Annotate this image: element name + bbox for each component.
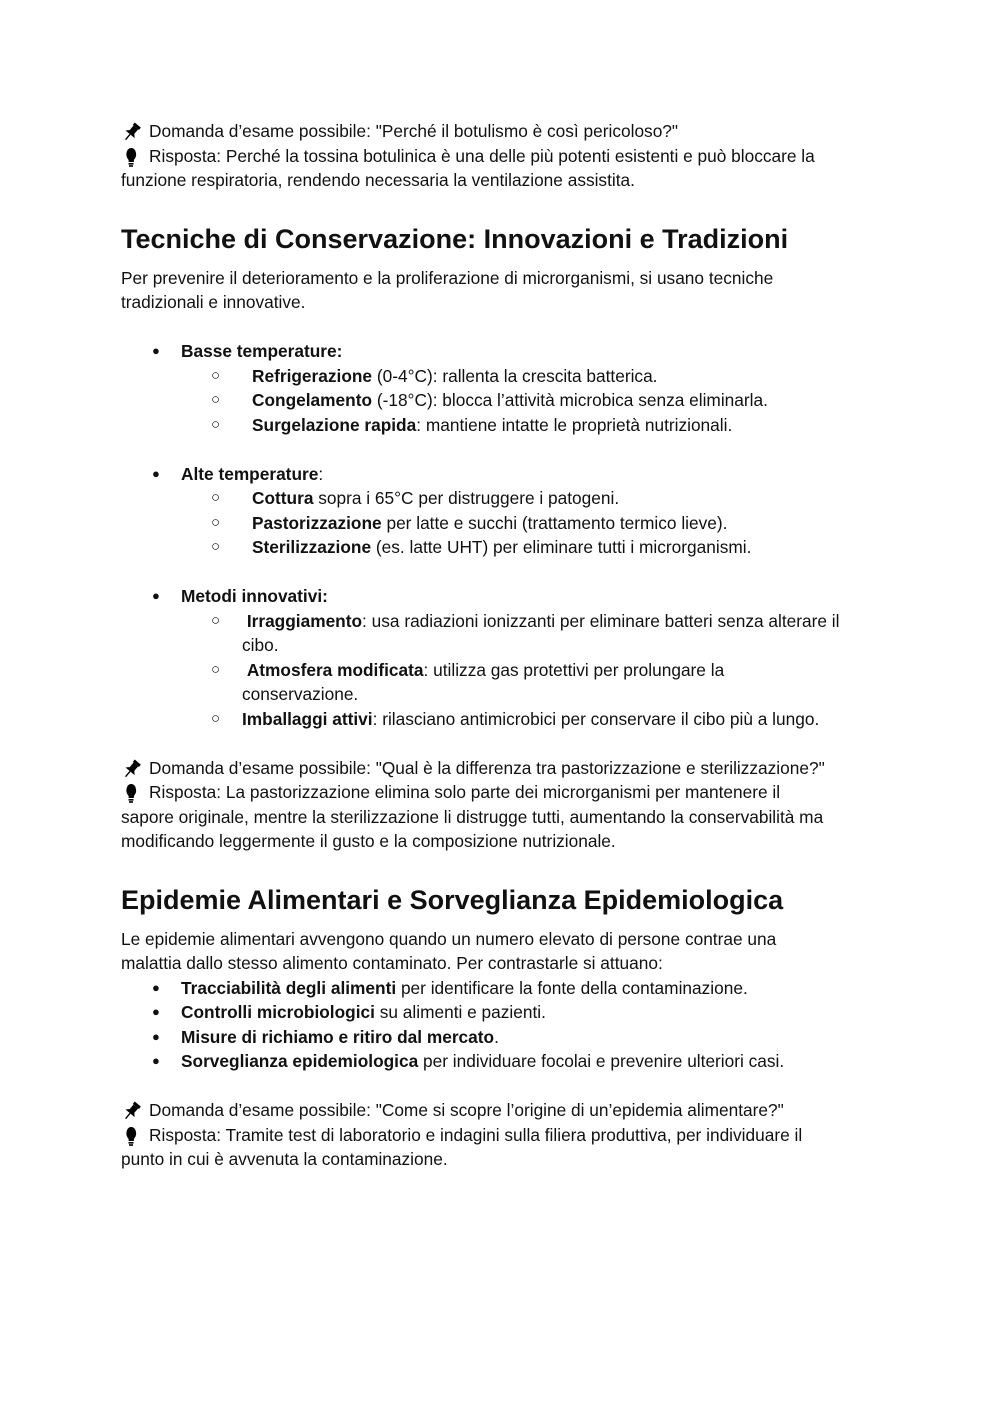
- pushpin-icon: [121, 122, 143, 142]
- answer-text-continued: punto in cui è avvenuta la contaminazione.: [121, 1149, 448, 1169]
- answer-text: Risposta: La pastorizzazione elimina solo parte dei microrganismi per mantenere il: [149, 782, 781, 802]
- lightbulb-icon: [121, 783, 143, 803]
- sub-list-item: ○ Atmosfera modificata: utilizza gas protettivi per prolungare la conservazione.: [121, 658, 881, 707]
- answer-text: Risposta: Perché la tossina botulinica è una delle più potenti esistenti e può bloccare la: [149, 145, 815, 166]
- exam-question: [121, 1098, 881, 1123]
- question-text: Domanda d’esame possibile: "Perché il botulismo è così pericoloso?": [149, 121, 679, 141]
- list-item: ● Tracciabilità degli alimenti per identificare la fonte della contaminazione.: [121, 976, 881, 1001]
- lightbulb-icon: [121, 147, 143, 167]
- pushpin-icon: [121, 759, 143, 779]
- section-heading-epidemie: Epidemie Alimentari e Sorveglianza Epidemiologica: [121, 884, 784, 915]
- list-item: ● Controlli microbiologici su alimenti e pazienti.: [121, 1000, 881, 1025]
- answer-text-continued: sapore originale, mentre la sterilizzazione li distrugge tutti, aumentando la conservabilità ma: [121, 806, 824, 827]
- sub-list-item: ○ Refrigerazione (0-4°C): rallenta la crescita batterica.: [121, 364, 881, 389]
- question-text: Domanda d’esame possibile: "Come si scopre l’origine di un’epidemia alimentare?": [149, 1100, 784, 1120]
- sub-list-item: ○ Pastorizzazione per latte e succhi (trattamento termico lieve).: [121, 511, 881, 536]
- intro-text: Per prevenire il deterioramento e la proliferazione di microrganismi, si usano tecniche: [121, 267, 774, 288]
- sub-list-item: ○ Cottura sopra i 65°C per distruggere i patogeni.: [121, 486, 881, 511]
- answer-text: Risposta: Tramite test di laboratorio e indagini sulla filiera produttiva, per individuare il: [149, 1124, 803, 1145]
- section-heading-conservazione: Tecniche di Conservazione: Innovazioni e Tradizioni: [121, 223, 789, 254]
- intro-text-continued: tradizionali e innovative.: [121, 292, 306, 312]
- exam-answer: [121, 144, 881, 169]
- list-item-basse-temperature: ● Basse temperature:: [121, 339, 881, 364]
- sub-list-item: ○ Congelamento (-18°C): blocca l’attività microbica senza eliminarla.: [121, 388, 881, 413]
- exam-answer: [121, 780, 881, 805]
- sub-list-item: ○ Surgelazione rapida: mantiene intatte le proprietà nutrizionali.: [121, 413, 881, 438]
- sub-list-item: ○ Irraggiamento: usa radiazioni ionizzanti per eliminare batteri senza alterare il cibo.: [121, 609, 881, 658]
- sub-list-item: ○ Sterilizzazione (es. latte UHT) per eliminare tutti i microrganismi.: [121, 535, 881, 560]
- sub-list-item: ○ Imballaggi attivi: rilasciano antimicrobici per conservare il cibo più a lungo.: [121, 707, 881, 732]
- intro-text-continued: malattia dallo stesso alimento contaminato. Per contrastarle si attuano:: [121, 953, 663, 973]
- pushpin-icon: [121, 1101, 143, 1121]
- exam-question: [121, 756, 881, 781]
- answer-text-continued: modificando leggermente il gusto e la composizione nutrizionale.: [121, 831, 616, 851]
- list-item-alte-temperature: ● Alte temperature:: [121, 462, 881, 487]
- intro-text: Le epidemie alimentari avvengono quando un numero elevato di persone contrae una: [121, 928, 777, 949]
- list-item: ● Misure di richiamo e ritiro dal mercato.: [121, 1025, 881, 1050]
- exam-question: [121, 119, 881, 144]
- question-text: Domanda d’esame possibile: "Qual è la differenza tra pastorizzazione e sterilizzazione?": [149, 757, 825, 778]
- list-item-metodi-innovativi: ● Metodi innovativi:: [121, 584, 881, 609]
- exam-answer: [121, 1123, 881, 1148]
- lightbulb-icon: [121, 1126, 143, 1146]
- document-page: [121, 119, 881, 1172]
- answer-text-continued: funzione respiratoria, rendendo necessaria la ventilazione assistita.: [121, 170, 635, 190]
- list-item: ● Sorveglianza epidemiologica per individuare focolai e prevenire ulteriori casi.: [121, 1049, 881, 1074]
